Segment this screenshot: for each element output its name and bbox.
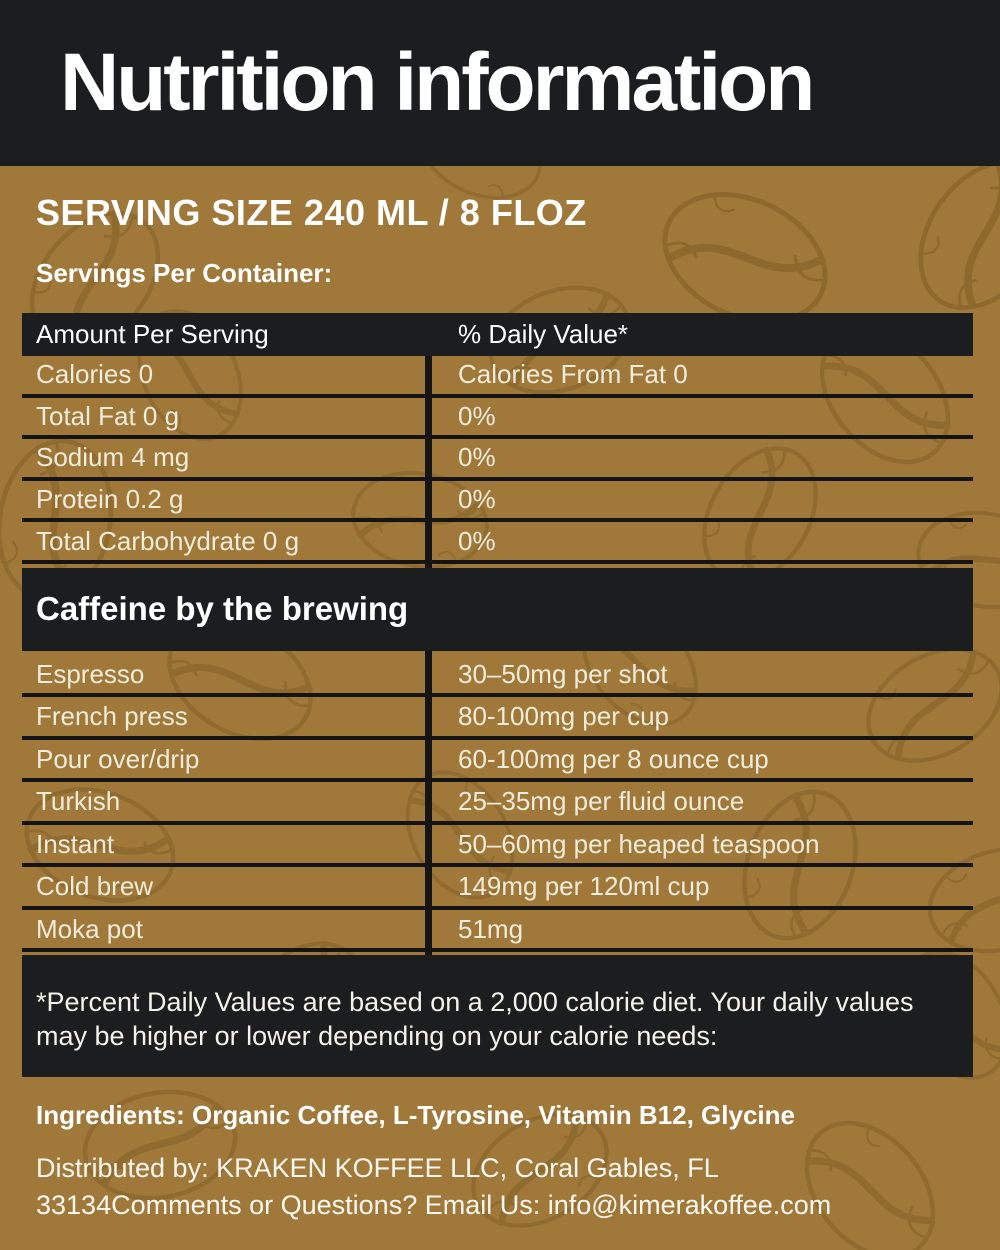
brew-method: Cold brew xyxy=(36,871,154,902)
brew-method: Espresso xyxy=(36,658,145,689)
brew-method: Moka pot xyxy=(36,913,143,944)
header-banner xyxy=(0,0,1000,166)
nutrition-table-header xyxy=(22,313,973,356)
row-value: 0% xyxy=(458,400,496,431)
caffeine-section-heading xyxy=(22,568,973,651)
caffeine-amount: 30–50mg per shot xyxy=(458,658,668,689)
table-row xyxy=(22,398,973,440)
caffeine-heading-text: Caffeine by the brewing xyxy=(36,590,409,628)
table-row xyxy=(22,356,973,398)
ingredients-line: Ingredients: Organic Coffee, L-Tyrosine, Vitamin B12, Glycine xyxy=(36,1100,795,1130)
page-title: Nutrition information xyxy=(60,37,813,128)
caffeine-amount: 60-100mg per 8 ounce cup xyxy=(458,743,769,774)
table-row xyxy=(22,655,973,698)
table-row xyxy=(22,522,973,564)
table-row xyxy=(22,910,973,953)
column-header-daily-value: % Daily Value* xyxy=(458,319,629,349)
row-label: Total Fat 0 g xyxy=(36,400,180,431)
caffeine-amount: 80-100mg per cup xyxy=(458,701,670,732)
serving-size-heading: SERVING SIZE 240 ML / 8 FLOZ xyxy=(36,192,587,233)
row-label: Sodium 4 mg xyxy=(36,442,190,473)
brew-method: Pour over/drip xyxy=(36,743,200,774)
column-header-amount: Amount Per Serving xyxy=(36,319,269,349)
distributor-line: Distributed by: KRAKEN KOFFEE LLC, Coral Gables, FL 33134Comments or Questions? Email Us: info@kimerakoffee.com xyxy=(36,1153,832,1220)
row-label: Total Carbohydrate 0 g xyxy=(36,525,300,556)
brew-method: French press xyxy=(36,701,188,732)
caffeine-amount: 51mg xyxy=(458,913,524,944)
row-value: 0% xyxy=(458,484,496,515)
caffeine-amount: 25–35mg per fluid ounce xyxy=(458,786,745,817)
servings-per-container-label: Servings Per Container: xyxy=(36,258,333,288)
table-row xyxy=(22,697,973,740)
table-row xyxy=(22,740,973,783)
row-value: 0% xyxy=(458,525,496,556)
brew-method: Turkish xyxy=(36,786,121,817)
row-label: Protein 0.2 g xyxy=(36,484,184,515)
table-row xyxy=(22,481,973,523)
row-value: 0% xyxy=(458,442,496,473)
table-row xyxy=(22,439,973,481)
caffeine-amount: 50–60mg per heaped teaspoon xyxy=(458,828,820,859)
table-row xyxy=(22,867,973,910)
daily-value-footnote: *Percent Daily Values are based on a 2,000 calorie diet. Your daily values may be higher or lower depending on your calorie needs: xyxy=(22,955,973,1077)
table-row xyxy=(22,782,973,825)
label-body xyxy=(22,313,973,1077)
row-value: Calories From Fat 0 xyxy=(458,359,688,390)
caffeine-amount: 149mg per 120ml cup xyxy=(458,871,710,902)
brew-method: Instant xyxy=(36,828,115,859)
table-row xyxy=(22,825,973,868)
row-label: Calories 0 xyxy=(36,359,154,390)
